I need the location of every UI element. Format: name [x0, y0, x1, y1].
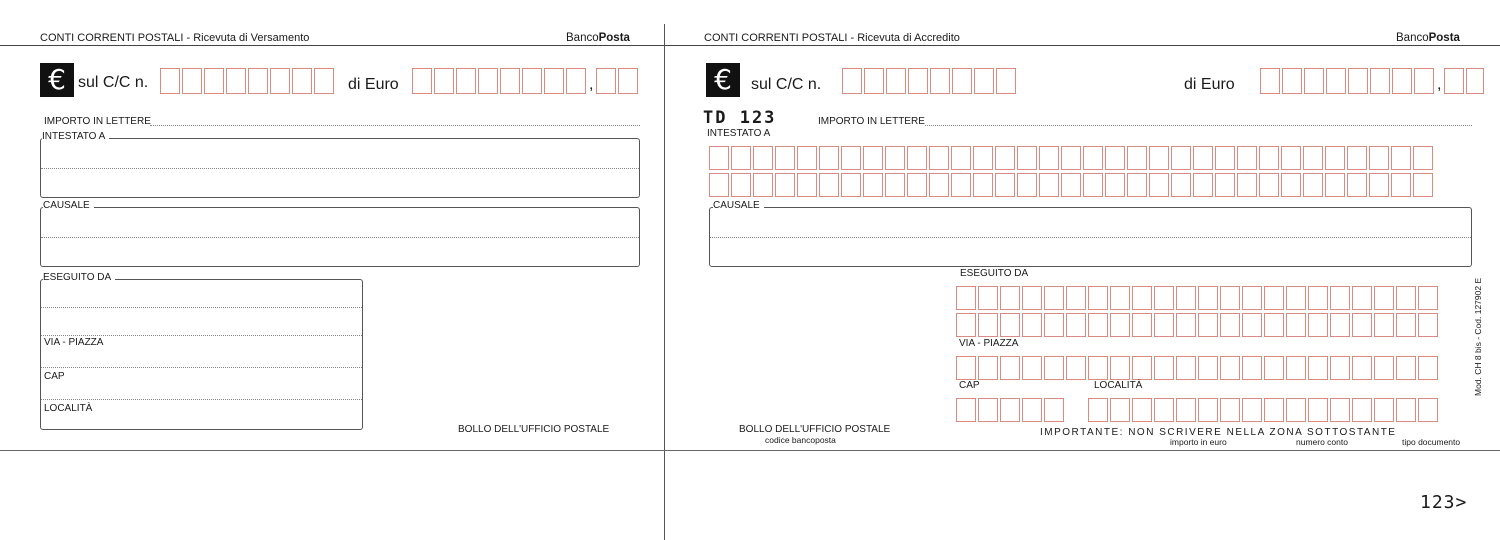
left-via-piazza-label: VIA - PIAZZA [44, 337, 104, 348]
footer-code: 123> [1420, 492, 1468, 513]
left-eseguito-divider-4 [41, 399, 362, 400]
left-bollo-label: BOLLO DELL'UFFICIO POSTALE [458, 424, 610, 435]
right-account-label: sul C/C n. [751, 76, 822, 93]
left-intestato-divider [41, 168, 639, 169]
euro-icon: € [40, 63, 74, 97]
right-intestato-cells-row2[interactable] [709, 173, 1435, 197]
left-header-rule [0, 45, 664, 46]
left-eseguito-label: ESEGUITO DA [43, 272, 115, 283]
right-via-cells[interactable] [956, 356, 1440, 380]
right-bollo-label: BOLLO DELL'UFFICIO POSTALE [739, 424, 891, 435]
right-eseguito-cells-row1[interactable] [956, 286, 1440, 310]
left-importo-lettere-label: IMPORTO IN LETTERE [44, 116, 151, 127]
right-eseguito-cells-row2[interactable] [956, 313, 1440, 337]
left-decimal-sep: , [589, 76, 594, 93]
left-cap-label: CAP [44, 371, 65, 382]
left-account-cells[interactable] [160, 68, 336, 94]
right-decimal-sep: , [1437, 76, 1442, 93]
right-causale-label: CAUSALE [713, 200, 764, 211]
right-cents-cells[interactable] [1444, 68, 1484, 94]
left-causale-divider [41, 237, 639, 238]
right-col-conto: numero conto [1296, 437, 1348, 447]
left-eseguito-divider-3 [41, 367, 362, 368]
right-amount-label: di Euro [1184, 76, 1235, 93]
left-localita-label: LOCALITÀ [44, 403, 93, 414]
right-localita-label: LOCALITÀ [1094, 380, 1143, 391]
right-intestato-label: INTESTATO A [707, 128, 771, 139]
right-cap-label: CAP [959, 380, 980, 391]
right-via-piazza-label: VIA - PIAZZA [959, 338, 1022, 349]
right-importo-lettere-label: IMPORTO IN LETTERE [818, 116, 925, 127]
td-code: TD 123 [703, 108, 777, 128]
right-importo-lettere-line[interactable] [925, 125, 1472, 126]
right-brand-logo: BancoPosta [1396, 32, 1460, 44]
right-col-tipo: tipo documento [1402, 437, 1461, 447]
left-cents-cells[interactable] [596, 68, 640, 94]
left-causale-label: CAUSALE [43, 200, 94, 211]
right-localita-cells[interactable] [1088, 398, 1440, 422]
right-amount-cells[interactable] [1260, 68, 1436, 94]
left-header-title: CONTI CORRENTI POSTALI - Ricevuta di Versamento [40, 32, 310, 44]
left-amount-label: di Euro [348, 76, 399, 93]
left-eseguito-divider-1 [41, 307, 362, 308]
receipt-divider [664, 24, 665, 540]
right-mod-code: Mod. CH 8 bis - Cod. 127902 E [1473, 277, 1483, 396]
bottom-rule [0, 450, 1500, 451]
right-col-importo: importo in euro [1170, 437, 1227, 447]
right-header-title: CONTI CORRENTI POSTALI - Ricevuta di Accredito [704, 32, 960, 44]
left-eseguito-divider-2 [41, 335, 362, 336]
right-eseguito-label: ESEGUITO DA [960, 268, 1029, 279]
right-codice-label: codice bancoposta [765, 435, 836, 445]
left-importo-lettere-line[interactable] [150, 125, 640, 126]
left-account-label: sul C/C n. [78, 74, 149, 91]
right-intestato-cells-row1[interactable] [709, 146, 1435, 170]
euro-icon: € [706, 63, 740, 97]
right-importante-notice: IMPORTANTE: NON SCRIVERE NELLA ZONA SOTTOSTANTE [1040, 427, 1397, 438]
left-brand-logo: BancoPosta [566, 32, 630, 44]
right-cap-cells[interactable] [956, 398, 1066, 422]
left-amount-cells[interactable] [412, 68, 588, 94]
right-header-rule [665, 45, 1500, 46]
right-causale-divider [710, 237, 1471, 238]
left-intestato-label: INTESTATO A [42, 131, 109, 142]
right-account-cells[interactable] [842, 68, 1018, 94]
